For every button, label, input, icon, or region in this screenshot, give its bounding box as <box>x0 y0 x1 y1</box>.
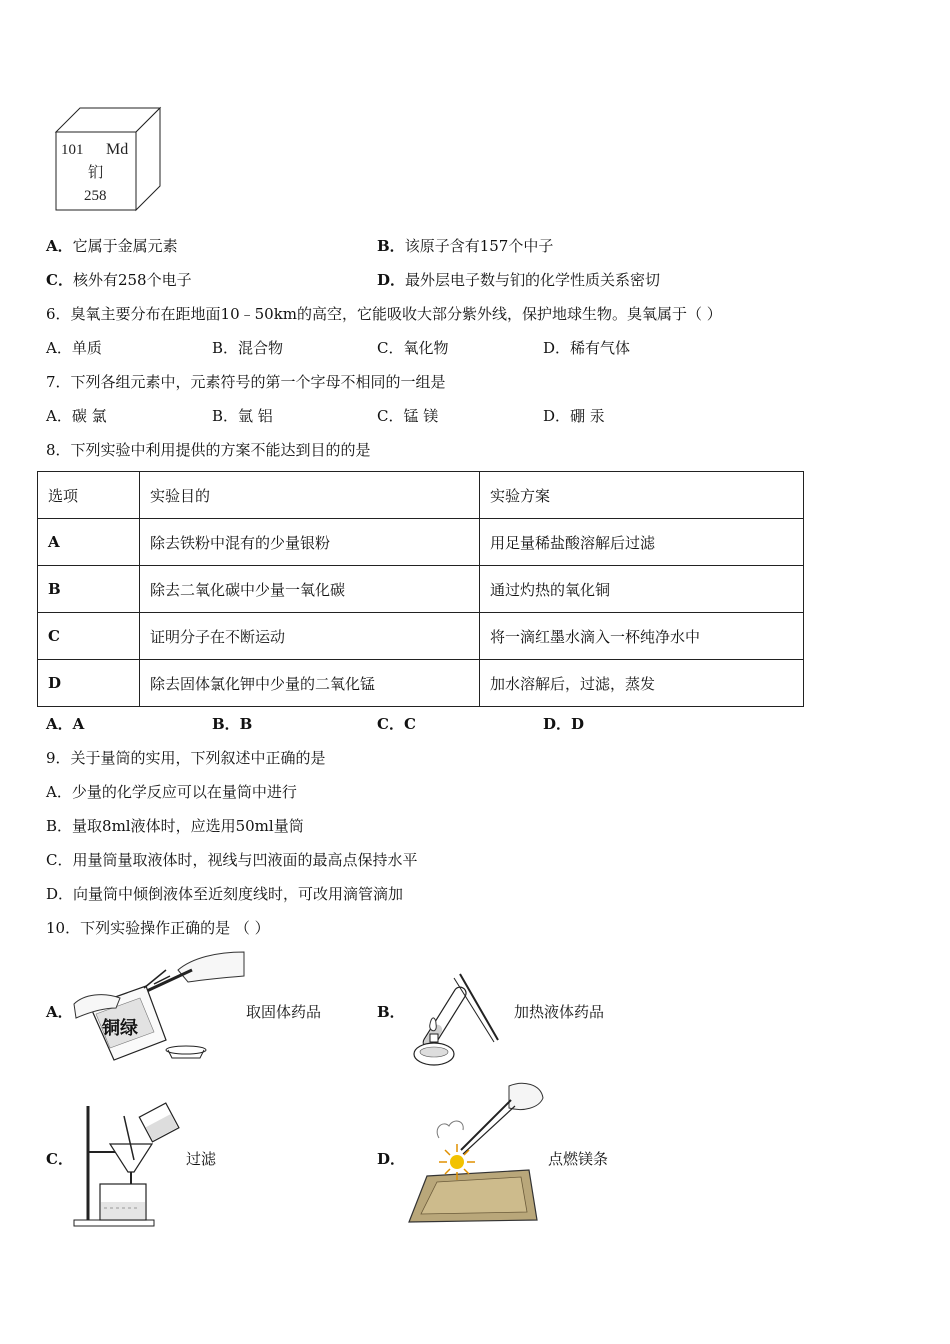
q10-option-a-letter: A． <box>46 1003 73 1021</box>
table-cell-purpose: 除去固体氯化钾中少量的二氧化锰 <box>140 660 480 707</box>
q10-option-b-letter: B． <box>377 1003 405 1021</box>
table-row <box>38 613 804 660</box>
table-header-plan: 实验方案 <box>480 472 804 519</box>
q8-option-b: B．B <box>212 715 253 733</box>
q10-stem: 10．下列实验操作正确的是 （ ） <box>46 919 270 937</box>
q5-option-b-text: 该原子含有157个中子 <box>404 237 554 255</box>
table-cell-purpose: 证明分子在不断运动 <box>140 613 480 660</box>
q7-stem: 7．下列各组元素中，元素符号的第一个字母不相同的一组是 <box>46 373 446 391</box>
q7-option-a: A．碳 氯 <box>46 407 107 425</box>
q9-stem: 9．关于量筒的实用，下列叙述中正确的是 <box>46 749 326 767</box>
q10-option-c-caption: 过滤 <box>186 1150 217 1168</box>
q5-option-c-text: 核外有258个电子 <box>72 271 192 289</box>
table-cell-option: B <box>38 566 140 613</box>
q8-option-a: A．A <box>46 715 85 733</box>
q8-stem: 8．下列实验中利用提供的方案不能达到目的的是 <box>46 441 371 459</box>
q9-option-c: C．用量筒量取液体时，视线与凹液面的最高点保持水平 <box>46 851 418 869</box>
element-mass: 258 <box>84 188 107 204</box>
table-header-purpose: 实验目的 <box>140 472 480 519</box>
table-header-row <box>38 472 804 519</box>
q7-option-d: D．硼 汞 <box>543 407 605 425</box>
experiment-table <box>37 471 804 707</box>
take-solid-illustration <box>70 948 245 1063</box>
q7-option-b: B．氩 铝 <box>212 407 273 425</box>
q10-option-d-letter: D． <box>377 1150 406 1168</box>
table-header-option: 选项 <box>38 472 140 519</box>
q6-option-c: C．氧化物 <box>377 339 449 357</box>
q8-option-c: C．C <box>377 715 416 733</box>
q6-option-a: A．单质 <box>46 339 102 357</box>
q5-option-a-text: 它属于金属元素 <box>72 237 178 255</box>
heat-liquid-illustration <box>402 962 512 1068</box>
q10-option-d-caption: 点燃镁条 <box>548 1150 609 1168</box>
element-number: 101 <box>61 142 84 158</box>
filtration-illustration <box>70 1100 182 1230</box>
table-cell-option: C <box>38 613 140 660</box>
q9-option-d: D．向量筒中倾倒液体至近刻度线时，可改用滴管滴加 <box>46 885 404 903</box>
bottle-label: 铜绿 <box>102 1018 138 1039</box>
q5-option-d-letter: D． <box>377 271 406 289</box>
table-cell-plan: 将一滴红墨水滴入一杯纯净水中 <box>480 613 804 660</box>
burn-magnesium-illustration <box>405 1078 545 1228</box>
table-cell-option: D <box>38 660 140 707</box>
table-row <box>38 660 804 707</box>
q5-option-a <box>46 235 178 256</box>
q5-option-c-letter: C． <box>46 271 73 289</box>
q5-option-c <box>46 269 192 290</box>
q6-option-d: D．稀有气体 <box>543 339 631 357</box>
q5-option-d-text: 最外层电子数与钔的化学性质关系密切 <box>405 271 661 289</box>
q5-option-b <box>377 235 553 256</box>
element-symbol: Md <box>106 141 129 158</box>
q8-option-d: D．D <box>543 715 585 733</box>
table-row <box>38 519 804 566</box>
q6-option-b: B．混合物 <box>212 339 284 357</box>
element-card <box>52 104 164 214</box>
q10-option-b-caption: 加热液体药品 <box>514 1003 605 1021</box>
table-cell-purpose: 除去二氧化碳中少量一氧化碳 <box>140 566 480 613</box>
table-cell-purpose: 除去铁粉中混有的少量银粉 <box>140 519 480 566</box>
table-cell-plan: 用足量稀盐酸溶解后过滤 <box>480 519 804 566</box>
element-name: 钔 <box>88 163 104 181</box>
table-row <box>38 566 804 613</box>
q9-option-b: B．量取8ml液体时，应选用50ml量筒 <box>46 817 304 835</box>
q6-stem: 6．臭氧主要分布在距地面10﹣50km的高空，它能吸收大部分紫外线，保护地球生物。臭氧属于（ ） <box>46 305 722 323</box>
q5-option-a-letter: A． <box>46 237 73 255</box>
table-cell-plan: 加水溶解后，过滤，蒸发 <box>480 660 804 707</box>
q7-option-c: C．锰 镁 <box>377 407 439 425</box>
q9-option-a: A．少量的化学反应可以在量筒中进行 <box>46 783 297 801</box>
table-cell-option: A <box>38 519 140 566</box>
q5-option-b-letter: B． <box>377 237 405 255</box>
q10-option-c-letter: C． <box>46 1150 73 1168</box>
table-cell-plan: 通过灼热的氧化铜 <box>480 566 804 613</box>
q10-option-a-caption: 取固体药品 <box>246 1003 322 1021</box>
q5-option-d <box>377 269 660 290</box>
